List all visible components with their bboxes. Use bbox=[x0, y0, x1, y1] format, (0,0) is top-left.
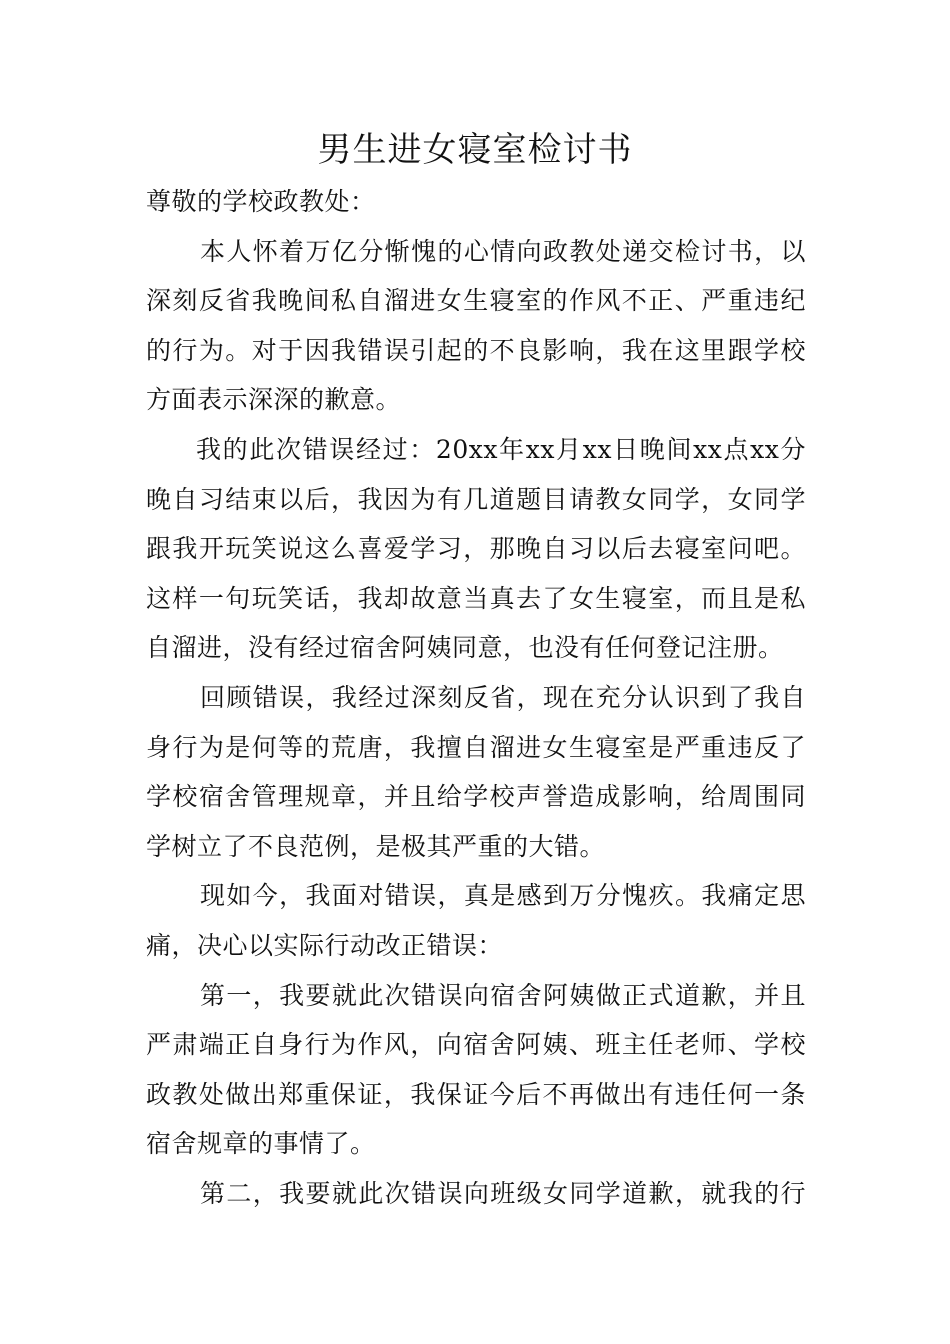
text-line: 跟我开玩笑说这么喜爱学习，那晚自习以后去寝室问吧。 bbox=[146, 534, 806, 564]
text-line: 第一，我要就此次错误向宿舍阿姨做正式道歉，并且 bbox=[200, 980, 806, 1010]
salutation: 尊敬的学校政教处： bbox=[146, 187, 376, 216]
text-line: 本人怀着万亿分惭愧的心情向政教处递交检讨书，以 bbox=[200, 236, 806, 266]
paragraph-lines bbox=[146, 227, 806, 1219]
text-line: 回顾错误，我经过深刻反省，现在充分认识到了我自 bbox=[200, 682, 806, 712]
text-line: 我的此次错误经过：20xx年xx月xx日晚间xx点xx分 bbox=[196, 434, 806, 464]
text-line: 的行为。对于因我错误引起的不良影响，我在这里跟学校 bbox=[146, 335, 806, 365]
text-line: 宿舍规章的事情了。 bbox=[146, 1129, 376, 1159]
text-line: 自溜进，没有经过宿舍阿姨同意，也没有任何登记注册。 bbox=[146, 633, 784, 663]
text-line: 学校宿舍管理规章，并且给学校声誉造成影响，给周围同 bbox=[146, 782, 806, 812]
text-line: 政教处做出郑重保证，我保证今后不再做出有违任何一条 bbox=[146, 1079, 806, 1109]
text-line: 学树立了不良范例，是极其严重的大错。 bbox=[146, 831, 606, 861]
text-line: 第二，我要就此次错误向班级女同学道歉，就我的行 bbox=[200, 1178, 806, 1208]
text-line: 晚自习结束以后，我因为有几道题目请教女同学，女同学 bbox=[146, 484, 806, 514]
text-line: 深刻反省我晚间私自溜进女生寝室的作风不正、严重违纪 bbox=[146, 286, 806, 316]
text-line: 身行为是何等的荒唐，我擅自溜进女生寝室是严重违反了 bbox=[146, 732, 806, 762]
text-line: 严肃端正自身行为作风，向宿舍阿姨、班主任老师、学校 bbox=[146, 1030, 806, 1060]
text-line: 方面表示深深的歉意。 bbox=[146, 385, 402, 415]
document-title: 男生进女寝室检讨书 bbox=[317, 130, 633, 170]
text-line: 这样一句玩笑话，我却故意当真去了女生寝室，而且是私 bbox=[146, 583, 806, 613]
text-line: 痛，决心以实际行动改正错误： bbox=[146, 930, 504, 960]
document-body bbox=[146, 177, 806, 1218]
text-line: 现如今，我面对错误，真是感到万分愧疚。我痛定思 bbox=[200, 881, 806, 911]
